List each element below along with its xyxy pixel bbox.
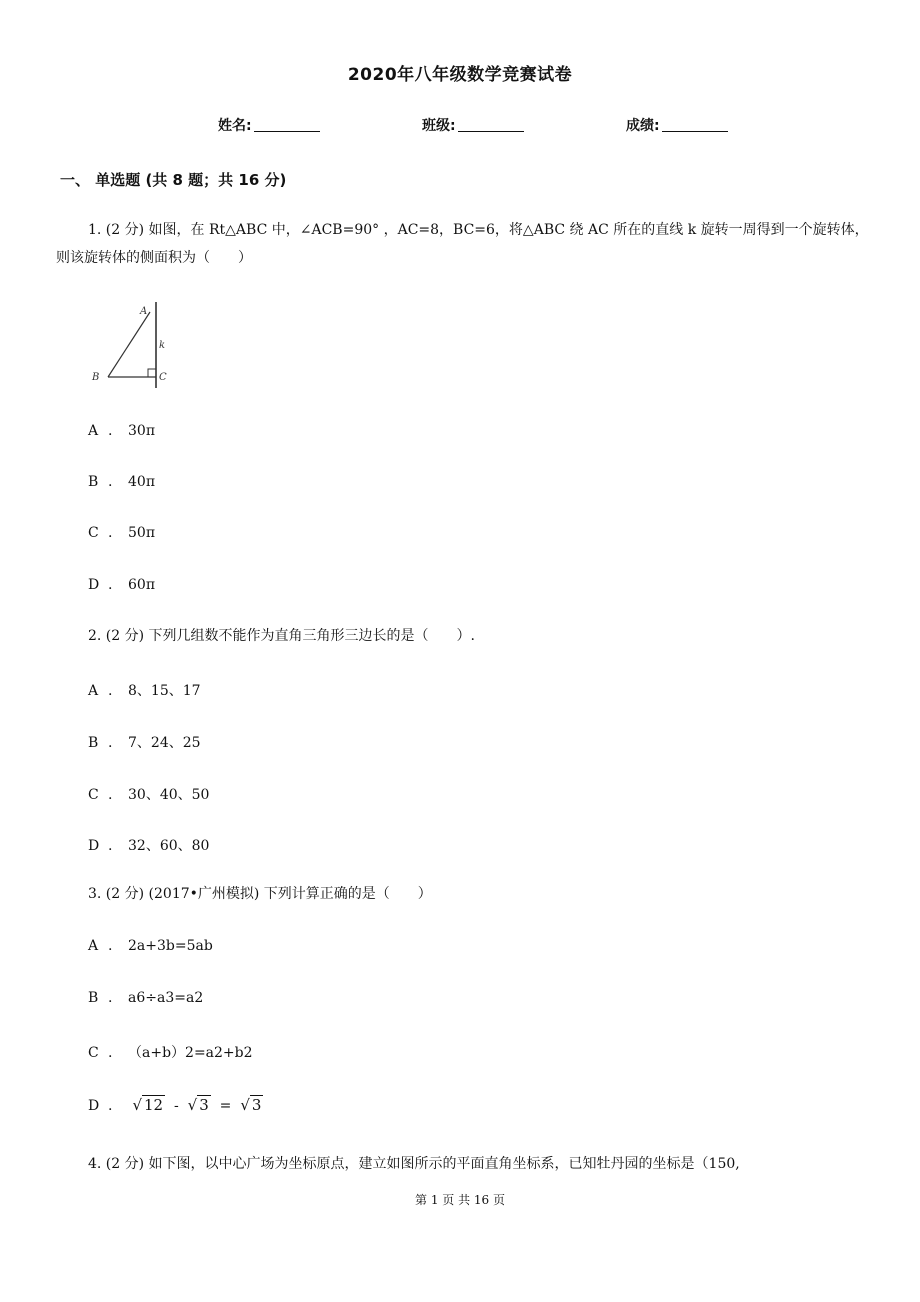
q3-option-a: A . 2a+3b=5ab: [88, 938, 213, 954]
sqrt-3-a: √ 3: [187, 1096, 209, 1114]
equals-sign: =: [219, 1098, 232, 1114]
question-4-text: 4. (2 分) 如下图，以中心广场为坐标原点，建立如图所示的平面直角坐标系，已知牡丹园的坐标是（150,: [88, 1156, 740, 1172]
q2-option-b: B . 7、24、25: [88, 735, 201, 751]
q2-option-a: A . 8、15、17: [88, 683, 201, 699]
class-field: [422, 115, 524, 135]
q2-option-d: D . 32、60、80: [88, 838, 210, 854]
q3-option-d: D . √ 12 - √ 3 = √ 3: [88, 1096, 262, 1114]
q3-option-c: C . （a+b）2=a2+b2: [88, 1045, 253, 1061]
q1-option-c: C . 50π: [88, 525, 156, 541]
label-c: C: [159, 372, 167, 383]
page-title: 2020年八年级数学竞赛试卷: [347, 65, 573, 85]
q3-option-b: B . a6÷a3=a2: [88, 990, 204, 1006]
page-footer: 第 1 页 共 16 页: [415, 1193, 505, 1207]
minus-sign: -: [174, 1098, 179, 1114]
question-2-text: 2. (2 分) 下列几组数不能作为直角三角形三边长的是（ ）.: [88, 628, 475, 644]
label-b: B: [92, 372, 100, 383]
score-field: [626, 115, 728, 135]
right-angle-mark: [148, 369, 156, 377]
label-a: A: [140, 306, 148, 317]
name-blank: [254, 117, 320, 132]
triangle-figure: [88, 300, 178, 390]
hypotenuse-ab: [108, 312, 150, 377]
score-label: 成绩:: [626, 118, 660, 134]
q1-option-b: B . 40π: [88, 474, 156, 490]
question-1-text: 1. (2 分) 如图，在 Rt△ABC 中，∠ACB=90° ，AC=8，BC=6，将△ABC 绕 AC 所在的直线 k 旋转一周得到一个旋转体，则该旋转体的侧面积为（ ）: [56, 222, 869, 266]
q1-option-d: D . 60π: [88, 577, 156, 593]
section-heading: 一、 单选题 (共 8 题；共 16 分): [60, 171, 287, 189]
sqrt-12: √ 12: [132, 1096, 164, 1114]
q2-option-c: C . 30、40、50: [88, 787, 210, 803]
class-label: 班级:: [422, 118, 456, 134]
class-blank: [458, 117, 524, 132]
score-blank: [662, 117, 728, 132]
sqrt-3-b: √ 3: [240, 1096, 262, 1114]
question-3-text: 3. (2 分) (2017•广州模拟) 下列计算正确的是（ ）: [88, 886, 432, 902]
label-k: k: [159, 340, 166, 351]
name-field: [218, 115, 320, 135]
q1-option-a: A . 30π: [88, 423, 156, 439]
name-label: 姓名:: [218, 118, 252, 134]
